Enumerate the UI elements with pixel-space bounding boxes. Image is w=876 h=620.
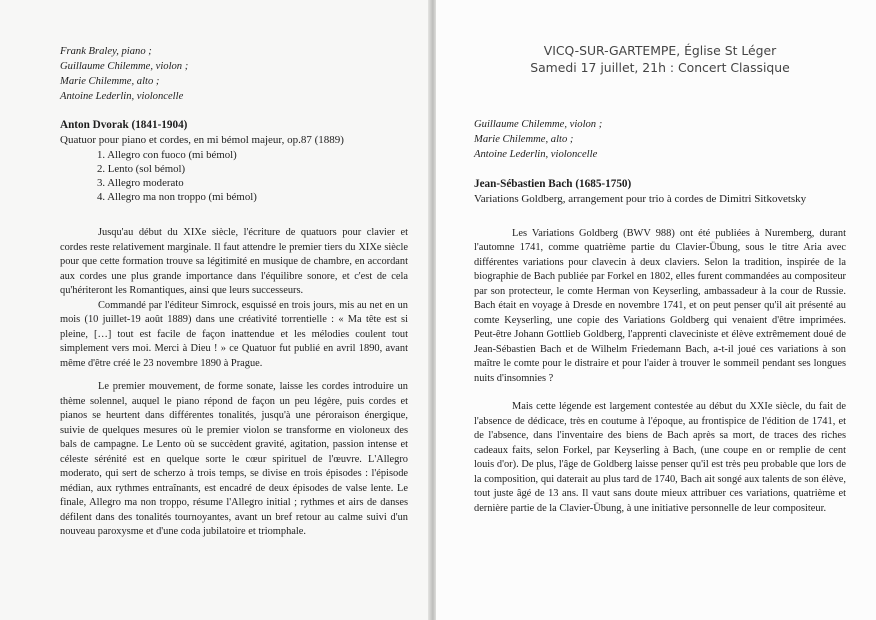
paragraph-spacer (60, 371, 408, 380)
body-paragraph: Mais cette légende est largement contestée au début du XXIe siècle, du fait de l'absence de dédicace, très en coutume à l'époque, au frontispice de l'édition de 1741, et de l'absence, dans l'inventaire des biens de Bach après sa mort, de traces des riches cadeaux faits, selon Forkel, par Keyserling à Bach, (une coupe en or remplie de cent louis d'or). De plus, l'âge de Goldberg laisse penser qu'il est très peu probable que lors de la composition, qui daterait au plus tard de 1740, Bach ait songé aux talents de son élève, tout juste âgé de 13 ans. Il vaut sans doute mieux attribuer ces variations, quatrième et dernière partie de la Clavier-Übung, à une initiative personnelle de leur compositeur. (474, 401, 846, 514)
performer-line: Antoine Lederlin, violoncelle (60, 91, 184, 102)
body-paragraph: Le premier mouvement, de forme sonate, laisse les cordes introduire un thème solennel, auquel le piano répond de façon un peu légère, puis cordes et pianos se heurtent dans différentes tonalités, jusqu'à une péroraison énergique, suivie de quelques mesures où le premier violon se transforme en violoneux des bals de campagne. Le Lento où se succèdent gravité, agitation, passion intense et céleste sérénité est en quelque sorte le cœur spirituel de l'œuvre. L'Allegro moderato, qui sert de scherzo à trois temps, se divise en trois épisodes : l'épisode médian, aux rythmes entraînants, est encadré de deux épisodes de valse lente. Le finale, Allegro ma non troppo, résume l'Allegro initial ; rythmes et airs de danses défilent dans des tonalités tournoyantes, avant un bref retour au calme suivi d'un nouveau paroxysme et d'une coda jubilatoire et triomphale. (60, 381, 408, 538)
right-page (436, 0, 876, 620)
composer-heading: Anton Dvorak (1841-1904) (60, 119, 188, 131)
movement-item: 1. Allegro con fuoco (mi bémol) (97, 148, 237, 161)
left-page (0, 0, 432, 620)
concert-header (474, 42, 846, 76)
work-title: Quatuor pour piano et cordes, en mi bémol majeur, op.87 (1889) (60, 134, 344, 146)
movement-item: 2. Lento (sol bémol) (97, 162, 186, 175)
body-paragraph: Commandé par l'éditeur Simrock, esquissé en trois jours, mis au net en un mois (10 juillet-19 août 1889) dans une créativité torrentielle : « Ma tête est si pleine, […] tout est facile de façon inattendue et les mélodies coulent tout simplement vers moi. Merci à Dieu ! » ce Quatuor fut publié en avril 1890, avant même d'être créé le 23 novembre 1890 à Prague. (60, 299, 408, 369)
venue-line: VICQ-SUR-GARTEMPE, Église St Léger (543, 43, 777, 58)
movement-list (97, 148, 408, 205)
paragraph-spacer (474, 386, 846, 400)
movement-item: 3. Allegro moderato (97, 176, 184, 189)
body-paragraph: Jusqu'au début du XIXe siècle, l'écriture de quatuors pour clavier et cordes reste relativement marginale. Il faut attendre le premier tiers du XIXe siècle pour que cette formation trouve sa légitimité en musique de chambre, en accordant aux cordes une plus grande importance dans l'équilibre sonore, et c'est de cela qu'hériteront les Romantiques, ainsi que leurs successeurs. (60, 227, 408, 297)
body-paragraph: Les Variations Goldberg (BWV 988) ont été publiées à Nuremberg, durant l'automne 1741, comme quatrième partie du Clavier-Übung, sous le titre Aria avec différentes variations pour clavecin à deux claviers. Selon la tradition, inspirée de la biographie de Bach publiée par Forkel en 1802, elles furent commandées au compositeur par son protecteur, le comte Herman von Keyserling, ambassadeur à la cour de Russie. Bach était en voyage à Dresde en novembre 1741, et on peut penser qu'il ait présenté au comte Keyserling, une copie des Variations Goldberg qui venaient d'être imprimées. Peut-être Johann Gottlieb Goldberg, l'apprenti claveciniste et élève extrêmement doué de Jean-Sébastien Bach et de Wilhelm Friedemann Bach, a-t-il joué ces variations à son maître le comte pour le distraire et pour l'aider à trouver le sommeil pendant ses longues nuits d'insomnies ? (474, 227, 846, 384)
performer-line: Guillaume Chilemme, violon ; (474, 119, 603, 130)
performer-line: Marie Chilemme, alto ; (474, 134, 574, 145)
performer-list (60, 44, 408, 104)
performer-line: Antoine Lederlin, violoncelle (474, 149, 598, 160)
work-title: Variations Goldberg, arrangement pour trio à cordes de Dimitri Sitkovetsky (474, 193, 807, 205)
performer-line: Frank Braley, piano ; (60, 46, 152, 57)
performer-line: Marie Chilemme, alto ; (60, 76, 160, 87)
composer-heading: Jean-Sébastien Bach (1685-1750) (474, 178, 632, 190)
movement-item: 4. Allegro ma non troppo (mi bémol) (97, 191, 257, 204)
performer-list (474, 117, 846, 162)
program-heading (474, 177, 846, 207)
performer-line: Guillaume Chilemme, violon ; (60, 61, 189, 72)
program-heading (60, 118, 408, 204)
date-line: Samedi 17 juillet, 21h : Concert Classique (530, 60, 790, 75)
